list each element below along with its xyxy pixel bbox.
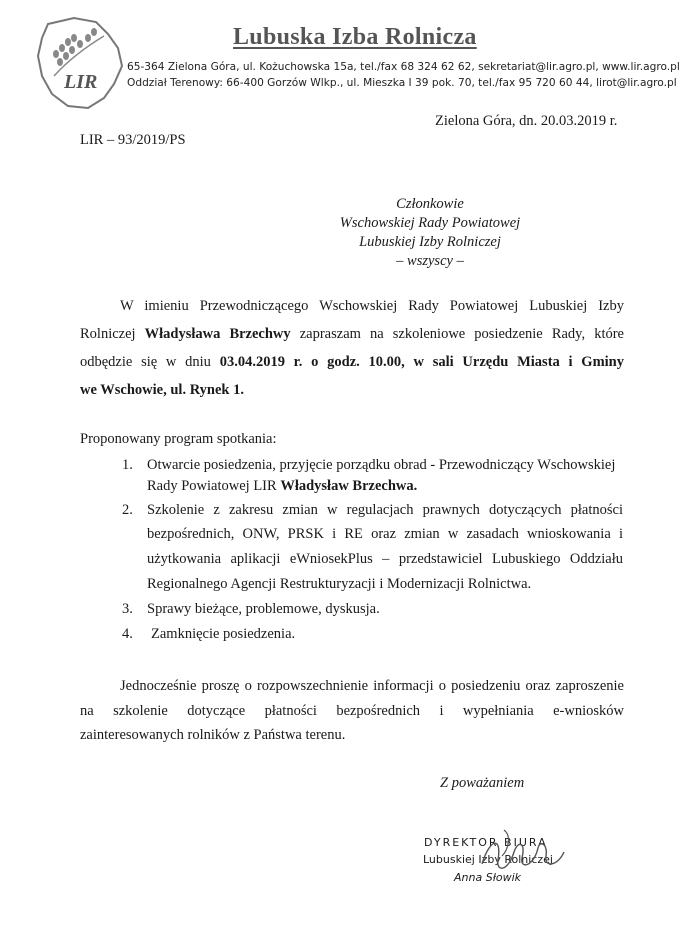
program-item-2-line-2: bezpośrednich, ONW, PRSK i RE oraz zmian w zasadach wnioskowania i bbox=[147, 526, 623, 542]
program-item-1-line-2: Rady Powiatowej LIR Władysław Brzechwa. bbox=[147, 478, 418, 494]
intro-line-3: odbędzie się w dniu 03.04.2019 r. o godz. 10.00, w sali Urzędu Miasta i Gminy bbox=[80, 354, 624, 370]
program-item-1-line-1: Otwarcie posiedzenia, przyjęcie porządku obrad - Przewodniczący Wschowskiej bbox=[147, 457, 616, 473]
regards: Z poważaniem bbox=[440, 775, 525, 791]
list-number-4: 4. bbox=[122, 626, 133, 642]
intro-line-2: Rolniczej Władysława Brzechwy zapraszam na szkoleniowe posiedzenie Rady, które bbox=[80, 326, 624, 342]
recipient-line-3: Lubuskiej Izby Rolniczej bbox=[359, 234, 501, 250]
signature-title: DYREKTOR BIURA bbox=[424, 836, 548, 849]
signature-name: Anna Słowik bbox=[454, 871, 521, 884]
list-number-1: 1. bbox=[122, 457, 133, 473]
reference-number: LIR – 93/2019/PS bbox=[80, 132, 186, 148]
recipient-line-1: Członkowie bbox=[396, 196, 464, 212]
program-item-2-line-1: Szkolenie z zakresu zmian w regulacjach prawnych dotyczących płatności bbox=[147, 502, 623, 518]
signature-org: Lubuskiej Izby Rolniczej bbox=[423, 853, 553, 866]
lir-logo bbox=[34, 14, 126, 112]
closing-line-1: Jednocześnie proszę o rozpowszechnienie informacji o posiedzeniu oraz zaproszenie bbox=[120, 678, 624, 694]
org-name: Lubuska Izba Rolnicza bbox=[233, 24, 477, 50]
intro-line-1: W imieniu Przewodniczącego Wschowskiej Rady Powiatowej Lubuskiej Izby bbox=[120, 298, 624, 314]
address-line-1: 65-364 Zielona Góra, ul. Kożuchowska 15a, tel./fax 68 324 62 62, sekretariat@lir.agro.pl, www.lir.agro.pl bbox=[127, 61, 680, 73]
closing-line-3: zainteresowanych rolników z Państwa terenu. bbox=[80, 727, 346, 743]
program-item-3: Sprawy bieżące, problemowe, dyskusja. bbox=[147, 601, 380, 617]
list-number-2: 2. bbox=[122, 502, 133, 518]
program-item-2-line-3: użytkowania aplikacji eWniosekPlus – przedstawiciel Lubuskiego Oddziału bbox=[147, 551, 623, 567]
program-title: Proponowany program spotkania: bbox=[80, 431, 277, 447]
program-item-4: Zamknięcie posiedzenia. bbox=[151, 626, 296, 642]
logo-text: LIR bbox=[64, 71, 98, 93]
address-line-2: Oddział Terenowy: 66-400 Gorzów Wlkp., ul. Mieszka I 39 pok. 70, tel./fax 95 720 60 44, lirot@lir.agro.pl bbox=[127, 77, 677, 89]
list-number-3: 3. bbox=[122, 601, 133, 617]
closing-line-2: na szkolenie dotyczące płatności bezpośrednich i wypełniania e-wniosków bbox=[80, 703, 624, 719]
intro-line-4: we Wschowie, ul. Rynek 1. bbox=[80, 382, 244, 398]
recipient-line-4: – wszyscy – bbox=[396, 253, 464, 269]
program-item-2-line-4: Regionalnego Agencji Restrukturyzacji i Modernizacji Rolnictwa. bbox=[147, 576, 532, 592]
letter-date: Zielona Góra, dn. 20.03.2019 r. bbox=[435, 113, 618, 129]
recipient-line-2: Wschowskiej Rady Powiatowej bbox=[339, 215, 521, 231]
